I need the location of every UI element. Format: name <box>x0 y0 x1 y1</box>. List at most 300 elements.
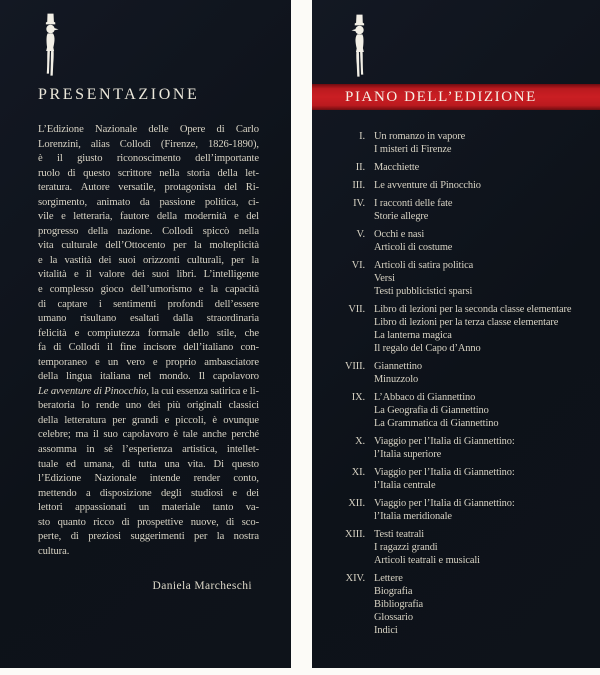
presentation-word: e <box>232 487 238 499</box>
presentation-word: suggerimenti <box>130 531 185 543</box>
presentation-word: sentimenti <box>113 298 157 310</box>
presentation-word: progresso <box>38 225 79 237</box>
plan-item-numeral: XII. <box>348 498 365 509</box>
plan-item-titles <box>374 130 600 156</box>
presentation-word: nel <box>138 371 152 383</box>
plan-title-line: Lettere <box>374 573 403 584</box>
plan-item-titles <box>374 528 600 567</box>
plan-title-line: Viaggio per l’Italia di Giannettino: <box>374 498 515 509</box>
plan-title-line: Occhi e nasi <box>374 229 425 240</box>
plan-title-line: Biografia <box>374 586 413 597</box>
presentation-word: di <box>121 516 130 528</box>
presentation-word: e <box>242 385 248 397</box>
plan-item-titles <box>374 435 600 461</box>
presentation-word: l’esperienza <box>122 444 173 456</box>
presentation-word: dello <box>188 327 209 339</box>
presentation-word: valore <box>98 269 125 281</box>
presentation-line <box>38 283 259 298</box>
presentation-word: complesso <box>49 284 94 296</box>
plan-title-line: I ragazzi grandi <box>374 542 438 553</box>
presentation-word: è <box>173 429 179 441</box>
presentation-word: straordinaria <box>206 313 259 325</box>
plan-item <box>312 161 600 174</box>
presentation-word: capacità <box>225 284 259 296</box>
plan-item-titles <box>374 259 600 298</box>
presentation-word: vitalità <box>38 269 67 281</box>
presentation-word: nazione. <box>117 225 153 237</box>
presentation-word: fa <box>38 342 47 354</box>
presentation-word: dell’italiano <box>183 342 234 354</box>
plan-title-line: Giannettino <box>374 361 422 372</box>
presentation-word: dei <box>246 487 259 499</box>
plan-item <box>312 572 600 637</box>
presentation-word: studiosi <box>190 487 224 499</box>
presentation-word: e <box>164 414 170 426</box>
edition-plan-page <box>312 0 600 668</box>
plan-title-line: Versi <box>374 273 395 284</box>
presentation-word: let- <box>245 167 259 179</box>
presentation-word: Collodi <box>68 342 100 354</box>
presentation-word: e <box>234 211 239 223</box>
presentation-word: vastità <box>64 254 92 266</box>
presentation-word: da <box>139 196 150 208</box>
plan-item <box>312 497 600 523</box>
presentation-word: quanto <box>57 516 86 528</box>
presentation-word: ci- <box>248 196 259 208</box>
presentation-word: per <box>194 531 208 543</box>
plan-item-numeral: II. <box>355 162 365 173</box>
presentation-word: la <box>194 240 202 252</box>
presentation-word: celebre; <box>38 429 71 441</box>
presentation-word: spiccò <box>202 225 230 237</box>
plan-title-line: Minuzzolo <box>374 374 419 385</box>
presentation-word: di <box>67 167 76 179</box>
presentation-word: della <box>38 414 59 426</box>
plan-title-line: L’Abbaco di Giannettino <box>374 392 476 403</box>
presentation-word: alias <box>90 138 110 150</box>
presentation-word: tutta <box>138 458 157 470</box>
presentation-word: giusto <box>77 153 103 165</box>
presentation-word: versatile, <box>118 182 156 194</box>
presentation-word: L’Edizione <box>38 124 84 135</box>
presentation-word: politica, <box>204 196 239 208</box>
presentation-word: avventure <box>50 385 92 397</box>
presentation-word: cui <box>161 385 174 397</box>
plan-title-line: Viaggio per l’Italia di Giannettino: <box>374 436 515 447</box>
presentation-word: per <box>173 240 187 252</box>
plan-item-titles <box>374 179 600 192</box>
presentation-word: Il <box>198 371 205 383</box>
plan-item-numeral: IV. <box>353 198 365 209</box>
plan-item-numeral: IX. <box>351 392 365 403</box>
presentation-word: fine <box>119 342 137 354</box>
presentation-word: va- <box>245 502 259 514</box>
plan-item-numeral: VII. <box>348 304 365 315</box>
presentation-word: ovunque <box>223 414 259 426</box>
presentation-word: molteplicità <box>209 240 259 252</box>
plan-title-line: Un romanzo in vapore <box>374 131 466 142</box>
presentation-word: Collodi <box>119 138 151 150</box>
presentation-word: nuove, <box>190 516 219 528</box>
presentation-word: nella <box>159 167 180 179</box>
plan-item-numeral: XIII. <box>345 529 365 540</box>
presentation-line <box>38 123 259 138</box>
presentation-word: l’Edizione <box>38 473 82 485</box>
presentation-line <box>38 268 259 283</box>
presentation-word: la <box>216 531 225 543</box>
presentation-word: letteraria, <box>73 211 113 223</box>
presentation-word: un <box>107 356 119 368</box>
presentation-word: libri. <box>176 269 197 281</box>
presentation-line <box>38 356 259 371</box>
presentation-word: conto, <box>233 473 259 485</box>
presentation-word: Di <box>213 458 224 470</box>
presentation-page <box>0 0 291 668</box>
presentation-word: intellet- <box>226 444 259 456</box>
presentation-word: appassionati <box>75 502 127 514</box>
presentation-line <box>38 530 259 545</box>
presentation-word: satirica <box>210 385 241 397</box>
presentation-word: prospettive <box>137 516 184 528</box>
presentation-word: originali <box>186 400 222 412</box>
presentation-word: classici <box>228 400 259 412</box>
presentation-word: disposizione <box>99 487 152 499</box>
plan-title-line: I misteri di Firenze <box>374 144 452 155</box>
presentation-line <box>38 210 259 225</box>
presentation-line <box>38 443 259 458</box>
plan-title-line: l’Italia centrale <box>374 480 436 491</box>
plan-title-line: Testi pubblicistici sparsi <box>374 286 473 297</box>
presentation-word: dell’umorismo <box>130 284 192 296</box>
pinocchio-silhouette-icon <box>347 14 374 81</box>
plan-title-line: l’Italia superiore <box>374 449 442 460</box>
presentation-word: Ri- <box>245 182 259 194</box>
plan-item-numeral: I. <box>359 131 365 142</box>
plan-item-titles <box>374 303 600 355</box>
presentation-word: la <box>210 284 219 296</box>
plan-title-line: Libro di lezioni per la terza classe elementare <box>374 317 559 328</box>
presentation-word: di <box>216 124 225 135</box>
presentation-line <box>38 399 259 414</box>
plan-item-titles <box>374 161 600 174</box>
presentation-word: tuale <box>38 458 59 470</box>
presentation-word: Opere <box>179 124 206 135</box>
plan-title-line: Articoli di costume <box>374 242 453 253</box>
presentation-word: per <box>231 254 245 266</box>
presentation-word: Carlo <box>235 124 259 135</box>
plan-item <box>312 130 600 156</box>
plan-item <box>312 360 600 386</box>
presentation-word: degli <box>160 487 182 499</box>
presentation-word: modernità <box>184 211 227 223</box>
presentation-word: anche <box>202 429 227 441</box>
plan-title-line: Storie allegre <box>374 211 429 222</box>
presentation-word: 1826-1890), <box>207 138 259 150</box>
plan-title-line: Le avventure di Pinocchio <box>374 180 481 191</box>
presentation-word: Pinocchio, <box>104 385 149 397</box>
presentation-word: ma <box>75 429 89 441</box>
presentation-word: il <box>85 269 92 281</box>
presentation-word: storia <box>186 167 210 179</box>
edition-plan-list <box>312 130 600 642</box>
presentation-word: più <box>167 400 181 412</box>
presentation-line <box>38 370 259 385</box>
presentation-word: intende <box>149 473 181 485</box>
presentation-word: la <box>151 385 159 397</box>
plan-item-titles <box>374 466 600 492</box>
presentation-word: riconoscimento <box>116 153 181 165</box>
presentation-word: L’intelligente <box>203 269 259 281</box>
presentation-word: vita <box>38 240 54 252</box>
plan-item <box>312 197 600 223</box>
presentation-word: e <box>198 284 204 296</box>
plan-item-numeral: XI. <box>351 467 365 478</box>
plan-title-line: Indici <box>374 625 398 636</box>
presentation-word: in <box>86 444 95 456</box>
plan-item-numeral: X. <box>355 436 365 447</box>
presentation-word: beratoria <box>38 400 75 412</box>
presentation-word: scrittore <box>117 167 152 179</box>
presentation-word: nella <box>238 225 259 237</box>
presentation-word: letteratura <box>64 414 107 426</box>
presentation-word: il <box>57 153 63 165</box>
plan-item-titles <box>374 497 600 523</box>
presentation-word: preziosi <box>88 531 121 543</box>
presentation-word: proprio <box>165 356 197 368</box>
presentation-line <box>38 414 259 429</box>
presentation-word: formale <box>147 327 181 339</box>
presentation-word: lingua <box>66 371 92 383</box>
presentation-word: risultano <box>80 313 117 325</box>
plan-title-line: I racconti delle fate <box>374 198 453 209</box>
presentation-word: sorgimento, <box>38 196 88 208</box>
presentation-word: tale <box>182 429 198 441</box>
presentation-word: con- <box>240 342 259 354</box>
presentation-word: protagonista <box>164 182 216 194</box>
presentation-word: grandi <box>131 414 159 426</box>
presentation-line <box>38 312 259 327</box>
presentation-word: suo <box>103 429 118 441</box>
presentation-word: Nazionale <box>95 124 138 135</box>
presentation-word: essenza <box>176 385 209 397</box>
presentation-word: di <box>70 531 79 543</box>
plan-item <box>312 303 600 355</box>
plan-title-line: Il regalo del Capo d’Anno <box>374 343 481 354</box>
plan-item <box>312 391 600 430</box>
presentation-word: passione <box>159 196 196 208</box>
pinocchio-silhouette-icon <box>36 13 63 80</box>
presentation-text <box>38 123 259 559</box>
plan-item-titles <box>374 360 600 386</box>
presentation-word: è <box>38 153 43 165</box>
presentation-word: questo <box>231 458 259 470</box>
presentation-line <box>38 167 259 182</box>
presentation-word: dei <box>147 400 161 412</box>
presentation-line <box>38 385 259 400</box>
presentation-word: compiutezza <box>87 327 140 339</box>
presentation-word: e <box>38 284 43 296</box>
presentation-word: dei <box>98 254 112 266</box>
plan-item <box>312 259 600 298</box>
presentation-word: culturale <box>61 240 98 252</box>
presentation-word: di <box>93 385 102 397</box>
presentation-word: mettendo <box>38 487 77 499</box>
presentation-word: ambasciatore <box>204 356 259 368</box>
presentation-word: il <box>107 342 113 354</box>
presentation-line <box>38 196 259 211</box>
presentation-word: un <box>138 502 150 514</box>
presentation-word: fautore <box>119 211 150 223</box>
plan-item <box>312 179 600 192</box>
presentation-word: temporaneo <box>38 356 88 368</box>
presentation-line <box>38 516 259 531</box>
presentation-word: dell’essere <box>214 298 259 310</box>
presentation-word: suoi <box>118 254 136 266</box>
presentation-word: assomma <box>38 444 77 456</box>
presentation-word: la <box>251 254 259 266</box>
presentation-word: delle <box>148 124 169 135</box>
presentation-word: incisore <box>143 342 177 354</box>
plan-item-numeral: V. <box>356 229 365 240</box>
plan-item <box>312 528 600 567</box>
plan-title-line: Articoli di satira politica <box>374 260 474 271</box>
plan-item-numeral: XIV. <box>345 573 365 584</box>
presentation-word: che <box>244 327 259 339</box>
presentation-word: stile, <box>216 327 237 339</box>
presentation-line <box>38 341 259 356</box>
presentation-word: teratura. <box>38 182 73 194</box>
presentation-word: del <box>246 211 259 223</box>
presentation-word: e <box>73 269 79 281</box>
plan-title-line: Testi teatrali <box>374 529 425 540</box>
presentation-word: del <box>224 182 238 194</box>
presentation-line <box>38 428 259 443</box>
presentation-line <box>38 225 259 240</box>
presentation-word: e <box>38 254 43 266</box>
presentation-word: dell’importante <box>195 153 259 165</box>
presentation-word: umano <box>38 313 67 325</box>
presentation-line <box>38 458 259 473</box>
plan-item <box>312 228 600 254</box>
presentation-word: della <box>87 225 109 237</box>
presentation-word: sco- <box>241 516 259 528</box>
presentation-word: profondi <box>167 298 204 310</box>
presentation-word: a <box>85 487 91 499</box>
plan-title-line: La lanterna magica <box>374 330 452 341</box>
presentation-word: felicità <box>38 327 67 339</box>
presentation-word: animato <box>96 196 131 208</box>
presentation-word: italiana <box>100 371 131 383</box>
presentation-line <box>38 545 259 560</box>
plan-item-titles <box>374 391 600 430</box>
presentation-line <box>38 152 259 167</box>
presentation-word: e <box>61 211 66 223</box>
plan-item-titles <box>374 228 600 254</box>
presentation-word: orizzonti <box>142 254 180 266</box>
presentation-word: piccoli, <box>175 414 207 426</box>
presentation-word: dalla <box>172 313 194 325</box>
plan-title-line: La Grammatica di Giannettino <box>374 418 499 429</box>
plan-title-line: Articoli teatrali e musicali <box>374 555 480 566</box>
presentation-word: dei <box>132 269 145 281</box>
presentation-word: vita. <box>187 458 206 470</box>
presentation-word: ruolo <box>38 167 60 179</box>
presentation-word: Autore <box>80 182 110 194</box>
presentation-word: materiale <box>161 502 201 514</box>
presentation-word: li- <box>249 385 259 397</box>
presentation-word: ed <box>66 458 76 470</box>
presentation-word: della <box>217 167 238 179</box>
presentation-word: artistica, <box>182 444 218 456</box>
presentation-word: di <box>53 342 62 354</box>
presentation-word: e <box>95 356 100 368</box>
plan-item-numeral: VIII. <box>345 361 365 372</box>
plan-title-line: La Geografia di Giannettino <box>374 405 489 416</box>
presentation-word: gioco <box>100 284 124 296</box>
presentation-word: i <box>98 298 102 310</box>
plan-title-line: Glossario <box>374 612 413 623</box>
plan-item-titles <box>374 197 600 223</box>
presentation-line <box>38 239 259 254</box>
plan-title-line: Bibliografia <box>374 599 424 610</box>
presentation-word: questo <box>83 167 111 179</box>
presentation-word: ricco <box>93 516 115 528</box>
presentation-word: sé <box>104 444 113 456</box>
presentation-line <box>38 472 259 487</box>
presentation-word: rende <box>96 400 120 412</box>
presentation-word: sto <box>38 516 51 528</box>
plan-title-line: Macchiette <box>374 162 420 173</box>
plan-item <box>312 466 600 492</box>
plan-title-line: Viaggio per l’Italia di Giannettino: <box>374 467 515 478</box>
presentation-word: lo <box>81 400 90 412</box>
presentation-word: vile <box>38 211 54 223</box>
presentation-word: Nazionale <box>94 473 137 485</box>
presentation-word: è <box>212 414 217 426</box>
presentation-line <box>38 327 259 342</box>
edition-plan-banner <box>312 84 600 110</box>
presentation-word: tanto <box>212 502 234 514</box>
presentation-word: Collodi <box>162 225 194 237</box>
presentation-word: Le <box>38 385 49 397</box>
signature: Daniela Marcheschi <box>152 580 252 592</box>
presentation-word: render <box>193 473 221 485</box>
presentation-word: Lorenzini, <box>38 138 81 150</box>
presentation-word: una <box>164 458 180 470</box>
presentation-word: suoi <box>152 269 170 281</box>
presentation-line <box>38 138 259 153</box>
presentation-word: lettori <box>38 502 63 514</box>
plan-item-numeral: VI. <box>351 260 365 271</box>
presentation-word: perché <box>231 429 259 441</box>
presentation-word: di <box>38 298 47 310</box>
plan-item <box>312 435 600 461</box>
presentation-word: mondo. <box>159 371 191 383</box>
presentation-word: esaltati <box>130 313 160 325</box>
plan-title-line: l’Italia meridionale <box>374 511 452 522</box>
presentation-word: della <box>156 211 177 223</box>
presentation-word: uno <box>125 400 142 412</box>
presentation-word: captare <box>57 298 88 310</box>
presentation-word: la <box>49 254 58 266</box>
presentation-word: e <box>152 356 158 368</box>
presentation-word: della <box>38 371 59 383</box>
edition-plan-banner-label: PIANO DELL’EDIZIONE <box>345 88 537 105</box>
plan-title-line: Libro di lezioni per la seconda classe elementare <box>374 304 572 315</box>
presentation-word: di <box>226 516 235 528</box>
presentation-word: perte, <box>38 531 62 543</box>
presentation-line <box>38 501 259 516</box>
